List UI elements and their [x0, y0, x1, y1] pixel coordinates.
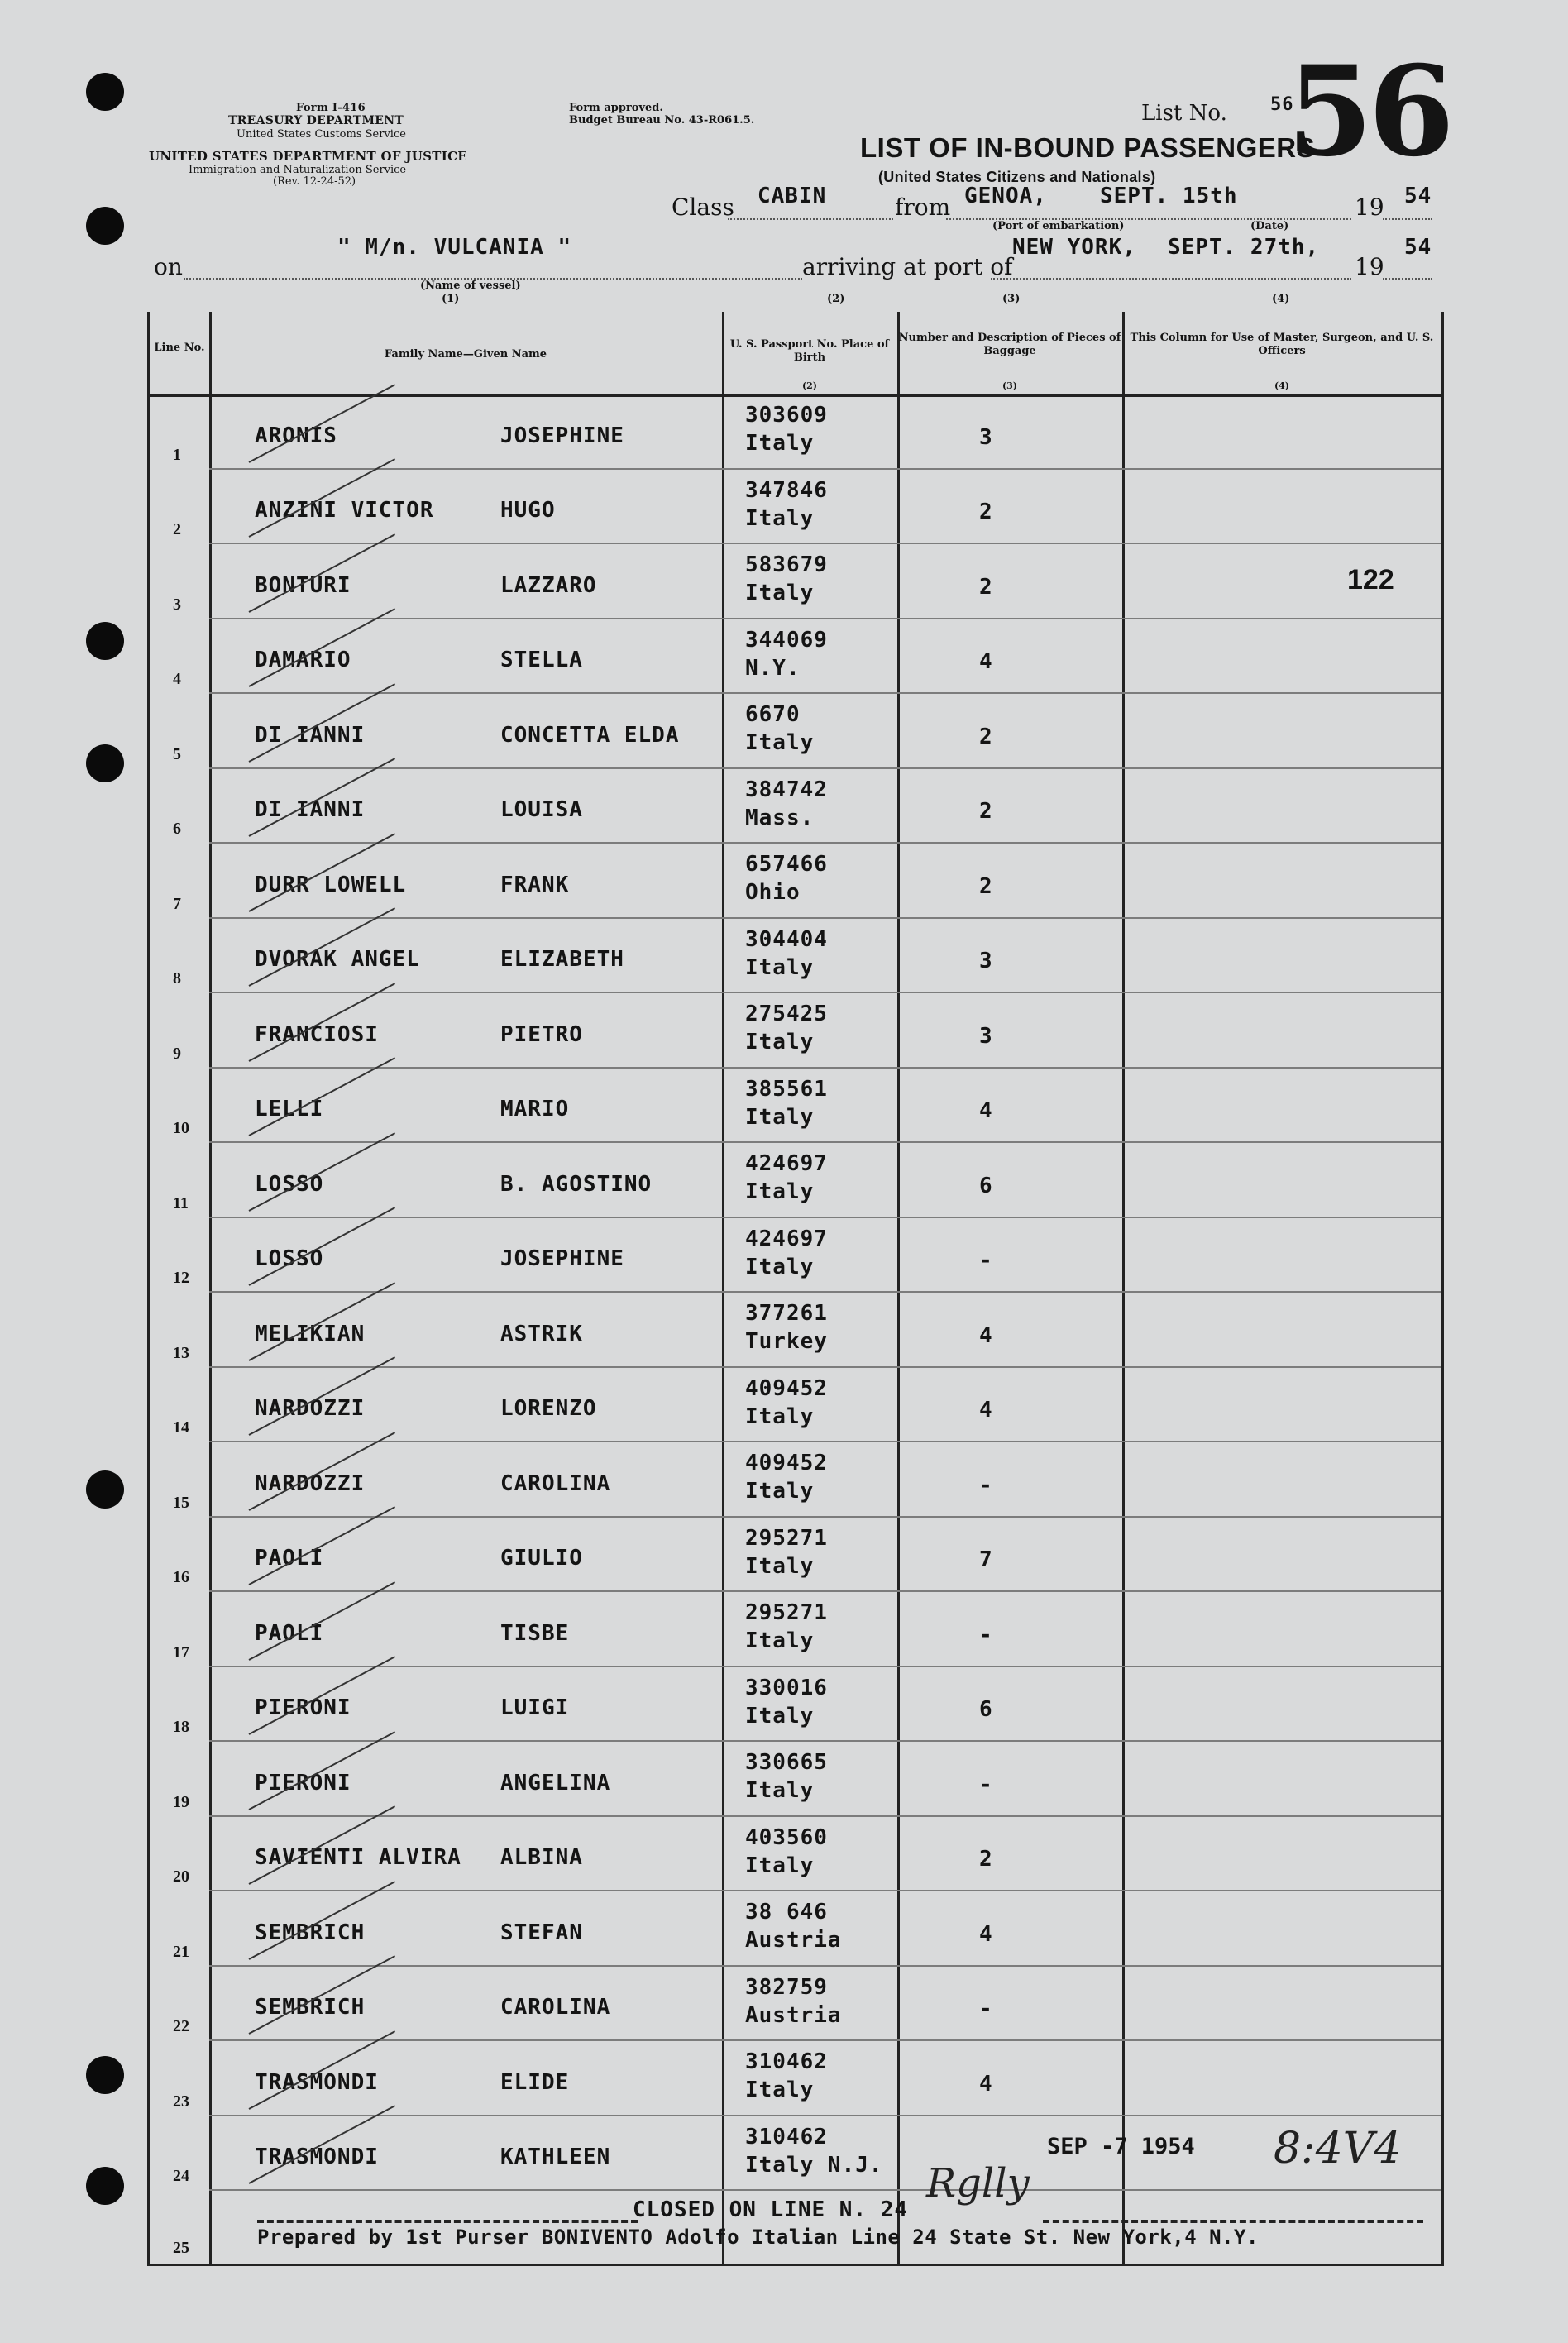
year-prefix-2: 19 — [1355, 253, 1384, 280]
line-number: 20 — [173, 1867, 189, 1886]
line-number: 8 — [173, 969, 181, 987]
header-line-no: Line No. — [154, 342, 205, 354]
passport-number: 38 646 — [745, 1900, 828, 1925]
place-of-birth: Italy — [745, 505, 815, 531]
given-name: JOSEPHINE — [500, 1246, 624, 1271]
table-row — [150, 993, 1441, 1069]
prepared-by: Prepared by 1st Purser BONIVENTO Adolfo Italian Line 24 State St. New York,4 N.Y. — [257, 2226, 1259, 2249]
year-rule-2 — [1383, 278, 1432, 280]
caption-3: (3) — [1002, 293, 1021, 305]
justice-dept: UNITED STATES DEPARTMENT OF JUSTICE — [149, 149, 468, 164]
table-row — [150, 619, 1441, 695]
officer-note: 122 — [1347, 563, 1394, 595]
port-embark-caption: (Port of embarkation) — [992, 220, 1125, 232]
embark-date: SEPT. 15th — [1100, 184, 1238, 208]
family-name: LOSSO — [255, 1171, 324, 1197]
arrival-year: 54 — [1404, 235, 1432, 260]
arrival-port: NEW YORK, — [1012, 235, 1136, 260]
binder-hole — [86, 622, 124, 660]
place-of-birth: Italy — [745, 1553, 815, 1579]
customs-service: United States Customs Service — [237, 128, 406, 141]
line-number: 15 — [173, 1493, 189, 1512]
passport-number: 424697 — [745, 1226, 828, 1251]
baggage-count: - — [979, 1472, 993, 1498]
document-subtitle: (United States Citizens and Nationals) — [878, 169, 1156, 185]
line-number: 5 — [173, 744, 181, 763]
passport-number: 409452 — [745, 1375, 828, 1401]
family-name: DURR LOWELL — [255, 872, 407, 897]
family-name: DAMARIO — [255, 648, 351, 672]
table-row — [150, 1368, 1441, 1443]
family-name: ANZINI VICTOR — [255, 498, 434, 523]
line-number: 18 — [173, 1718, 189, 1736]
passport-number: 295271 — [745, 1525, 828, 1551]
given-name: JOSEPHINE — [500, 423, 624, 448]
passport-number: 384742 — [745, 777, 828, 802]
binder-hole — [86, 1470, 124, 1509]
given-name: LUIGI — [500, 1695, 570, 1720]
row-rule — [209, 2189, 1441, 2191]
treasury-dept: TREASURY DEPARTMENT — [228, 114, 404, 127]
place-of-birth: Austria — [745, 2002, 842, 2028]
family-name: MELIKIAN — [255, 1321, 366, 1346]
place-of-birth: N.Y. — [745, 655, 801, 681]
line-number: 6 — [173, 820, 181, 838]
given-name: FRANK — [500, 872, 570, 897]
inspector-signature: Rglly — [926, 2160, 1030, 2207]
table-row — [150, 1442, 1441, 1518]
arriving-label: arriving at port of — [802, 253, 1013, 280]
family-name: SEMBRICH — [255, 1920, 366, 1945]
given-name: CONCETTA ELDA — [500, 722, 680, 748]
ins-service: Immigration and Naturalization Service — [189, 164, 407, 176]
family-name: TRASMONDI — [255, 2069, 379, 2095]
binder-hole — [86, 207, 124, 245]
table-row — [150, 1967, 1441, 2042]
class-label: Class — [672, 194, 734, 221]
family-name: PIERONI — [255, 1770, 351, 1796]
arrival-date: SEPT. 27th, — [1168, 235, 1320, 260]
baggage-count: 6 — [979, 1697, 993, 1722]
year-prefix-1: 19 — [1355, 194, 1384, 221]
baggage-count: 2 — [979, 873, 993, 899]
family-name: LELLI — [255, 1097, 324, 1121]
arriving-caption-no: (2) — [827, 293, 845, 305]
family-name: LOSSO — [255, 1246, 324, 1271]
place-of-birth: Italy — [745, 1179, 815, 1204]
family-name: NARDOZZI — [255, 1396, 366, 1421]
table-row — [150, 1667, 1441, 1743]
passport-number: 403560 — [745, 1824, 828, 1850]
family-name: SAVIENTI ALVIRA — [255, 1845, 461, 1870]
line-number: 19 — [173, 1792, 189, 1811]
line-number: 16 — [173, 1568, 189, 1586]
table-row — [150, 919, 1441, 994]
given-name: KATHLEEN — [500, 2145, 611, 2169]
baggage-count: 6 — [979, 1173, 993, 1198]
header-col3: (3) — [1002, 380, 1018, 391]
place-of-birth: Italy — [745, 954, 815, 980]
given-name: PIETRO — [500, 1021, 583, 1047]
baggage-count: 4 — [979, 1098, 993, 1123]
vessel-caption: (Name of vessel) — [420, 280, 521, 292]
given-name: ALBINA — [500, 1845, 583, 1870]
line-number: 1 — [173, 445, 181, 464]
document-title: LIST OF IN-BOUND PASSENGERS — [860, 132, 1316, 163]
passport-number: 6670 — [745, 702, 801, 727]
table-row — [150, 2116, 1441, 2192]
baggage-count: - — [979, 1996, 993, 2021]
table-row — [150, 694, 1441, 769]
given-name: TISBE — [500, 1620, 570, 1646]
passport-number: 330016 — [745, 1675, 828, 1700]
arrival-rule — [991, 278, 1351, 280]
form-approved: Form approved. — [569, 102, 663, 114]
class-rule — [728, 218, 893, 220]
family-name: SEMBRICH — [255, 1995, 366, 2020]
list-no-big: 56 — [1287, 39, 1450, 184]
form-number: Form I-416 — [296, 102, 366, 114]
family-name: DI IANNI — [255, 797, 366, 822]
place-of-birth: Italy — [745, 2078, 815, 2102]
baggage-count: 4 — [979, 1322, 993, 1348]
passport-number: 344069 — [745, 627, 828, 653]
line-number: 9 — [173, 1044, 181, 1063]
given-name: LORENZO — [500, 1396, 597, 1421]
baggage-count: 4 — [979, 1398, 993, 1423]
baggage-count: 4 — [979, 649, 993, 674]
given-name: CAROLINA — [500, 1470, 611, 1496]
place-of-birth: Italy — [745, 1628, 815, 1653]
place-of-birth: Ohio — [745, 880, 801, 905]
family-name: FRANCIOSI — [255, 1021, 379, 1047]
place-of-birth: Italy — [745, 1853, 815, 1878]
passport-number: 583679 — [745, 552, 828, 577]
table-row — [150, 1069, 1441, 1144]
table-row — [150, 544, 1441, 619]
given-name: STELLA — [500, 648, 583, 672]
binder-hole — [86, 73, 124, 111]
baggage-count: 3 — [979, 1023, 993, 1049]
line-number: 23 — [173, 2092, 189, 2111]
passport-number: 303609 — [745, 403, 828, 428]
place-of-birth: Italy — [745, 1030, 815, 1054]
passport-number: 275425 — [745, 1002, 828, 1026]
header-officers: This Column for Use of Master, Surgeon, and U. S. Officers — [1130, 332, 1434, 357]
place-of-birth: Italy — [745, 1254, 815, 1279]
baggage-count: 2 — [979, 799, 993, 824]
budget-bureau: Budget Bureau No. 43-R061.5. — [569, 114, 755, 127]
passport-number: 310462 — [745, 2124, 828, 2149]
passenger-table — [147, 312, 1444, 2266]
place-of-birth: Italy N.J. — [745, 2152, 883, 2178]
passport-number: 382759 — [745, 1974, 828, 2000]
table-row — [150, 1817, 1441, 1892]
given-name: B. AGOSTINO — [500, 1171, 653, 1197]
place-of-birth: Turkey — [745, 1329, 828, 1354]
table-row — [150, 2041, 1441, 2116]
family-name: TRASMONDI — [255, 2145, 379, 2169]
baggage-count: 3 — [979, 949, 993, 973]
list-no-label: List No. — [1141, 101, 1227, 126]
baggage-count: 4 — [979, 1921, 993, 1947]
place-of-birth: Mass. — [745, 805, 815, 830]
closed-note: CLOSED ON LINE N. 24 — [633, 2197, 909, 2222]
line-number: 4 — [173, 670, 181, 688]
passport-number: 310462 — [745, 2049, 828, 2074]
baggage-count: 7 — [979, 1547, 993, 1572]
place-of-birth: Austria — [745, 1928, 842, 1953]
binder-hole — [86, 744, 124, 782]
date-stamp: SEP -7 1954 — [1047, 2134, 1195, 2159]
line-number: 10 — [173, 1119, 189, 1137]
family-name: PIERONI — [255, 1695, 351, 1720]
baggage-count: 3 — [979, 424, 993, 450]
table-row — [150, 1592, 1441, 1667]
vessel-name: " M/n. VULCANIA " — [337, 235, 572, 260]
place-of-birth: Italy — [745, 581, 815, 605]
given-name: ELIDE — [500, 2069, 570, 2095]
binder-hole — [86, 2056, 124, 2094]
place-of-birth: Italy — [745, 730, 815, 755]
family-name: DVORAK ANGEL — [255, 947, 420, 972]
table-row — [150, 394, 1441, 470]
line-number: 12 — [173, 1269, 189, 1287]
on-label: on — [154, 253, 183, 280]
table-row — [150, 1218, 1441, 1293]
header-col2: (2) — [801, 380, 818, 391]
family-name: ARONIS — [255, 423, 337, 448]
form-revision: (Rev. 12-24-52) — [273, 175, 356, 188]
given-name: MARIO — [500, 1097, 570, 1121]
line-number: 13 — [173, 1343, 189, 1362]
passport-number: 330665 — [745, 1750, 828, 1775]
family-name: PAOLI — [255, 1546, 324, 1571]
line-number: 24 — [173, 2167, 189, 2185]
given-name: GIULIO — [500, 1546, 583, 1571]
line-number: 7 — [173, 894, 181, 913]
family-name: NARDOZZI — [255, 1470, 366, 1496]
place-of-birth: Italy — [745, 1479, 815, 1504]
date-caption: (Date) — [1250, 220, 1289, 232]
baggage-count: 4 — [979, 2071, 993, 2097]
line-number-25: 25 — [173, 2239, 189, 2257]
binder-hole — [86, 2167, 124, 2205]
header-col4: (4) — [1274, 380, 1290, 391]
family-name: BONTURI — [255, 572, 351, 598]
given-name: ASTRIK — [500, 1321, 583, 1346]
embark-port: GENOA, — [964, 184, 1047, 208]
from-label: from — [895, 194, 951, 221]
given-name: CAROLINA — [500, 1995, 611, 2020]
line-number: 22 — [173, 2017, 189, 2035]
given-name: LAZZARO — [500, 572, 597, 598]
passport-number: 295271 — [745, 1600, 828, 1625]
passport-number: 304404 — [745, 926, 828, 952]
line-number: 21 — [173, 1942, 189, 1961]
table-row — [150, 1143, 1441, 1218]
given-name: ANGELINA — [500, 1770, 611, 1796]
place-of-birth: Italy — [745, 1703, 815, 1729]
family-name: PAOLI — [255, 1620, 324, 1646]
line-number: 11 — [173, 1193, 189, 1212]
header-baggage: Number and Description of Pieces of Baggage — [898, 332, 1121, 357]
embark-year: 54 — [1404, 184, 1432, 208]
year-rule-1 — [1383, 218, 1432, 220]
line-number: 17 — [173, 1642, 189, 1662]
closing-dash-left — [257, 2220, 638, 2223]
given-name: STEFAN — [500, 1920, 583, 1945]
class-value: CABIN — [758, 184, 827, 208]
vessel-caption-no: (1) — [442, 293, 460, 305]
given-name: ELIZABETH — [500, 947, 624, 972]
table-row — [150, 1518, 1441, 1593]
baggage-count: 2 — [979, 500, 993, 524]
place-of-birth: Italy — [745, 1104, 815, 1130]
header-name: Family Name—Given Name — [384, 348, 547, 361]
table-row — [150, 844, 1441, 919]
passport-number: 424697 — [745, 1151, 828, 1176]
passport-number: 347846 — [745, 477, 828, 503]
line-number: 14 — [173, 1418, 189, 1437]
baggage-count: - — [979, 1772, 993, 1797]
table-row — [150, 769, 1441, 844]
header-passport: U. S. Passport No. Place of Birth — [729, 338, 890, 364]
table-row — [150, 470, 1441, 545]
passport-number: 377261 — [745, 1301, 828, 1326]
caption-4: (4) — [1272, 293, 1290, 305]
table-row — [150, 1742, 1441, 1817]
baggage-count: 2 — [979, 724, 993, 749]
given-name: HUGO — [500, 498, 556, 523]
line-number: 3 — [173, 595, 181, 614]
table-row — [150, 1293, 1441, 1368]
baggage-count: - — [979, 1622, 993, 1647]
baggage-count: 2 — [979, 574, 993, 600]
place-of-birth: Italy — [745, 431, 815, 456]
place-of-birth: Italy — [745, 1778, 815, 1803]
line-number: 2 — [173, 520, 181, 538]
family-name: DI IANNI — [255, 722, 366, 748]
baggage-count: - — [979, 1248, 993, 1273]
handwritten-note: 8:4V4 — [1274, 2124, 1402, 2173]
table-row — [150, 1891, 1441, 1967]
passport-number: 409452 — [745, 1451, 828, 1475]
passport-number: 657466 — [745, 852, 828, 877]
list-no-typed: 56 — [1270, 94, 1294, 115]
closing-dash-right — [1043, 2220, 1423, 2223]
baggage-count: 2 — [979, 1847, 993, 1872]
passport-number: 385561 — [745, 1076, 828, 1102]
given-name: LOUISA — [500, 797, 583, 822]
place-of-birth: Italy — [745, 1403, 815, 1429]
